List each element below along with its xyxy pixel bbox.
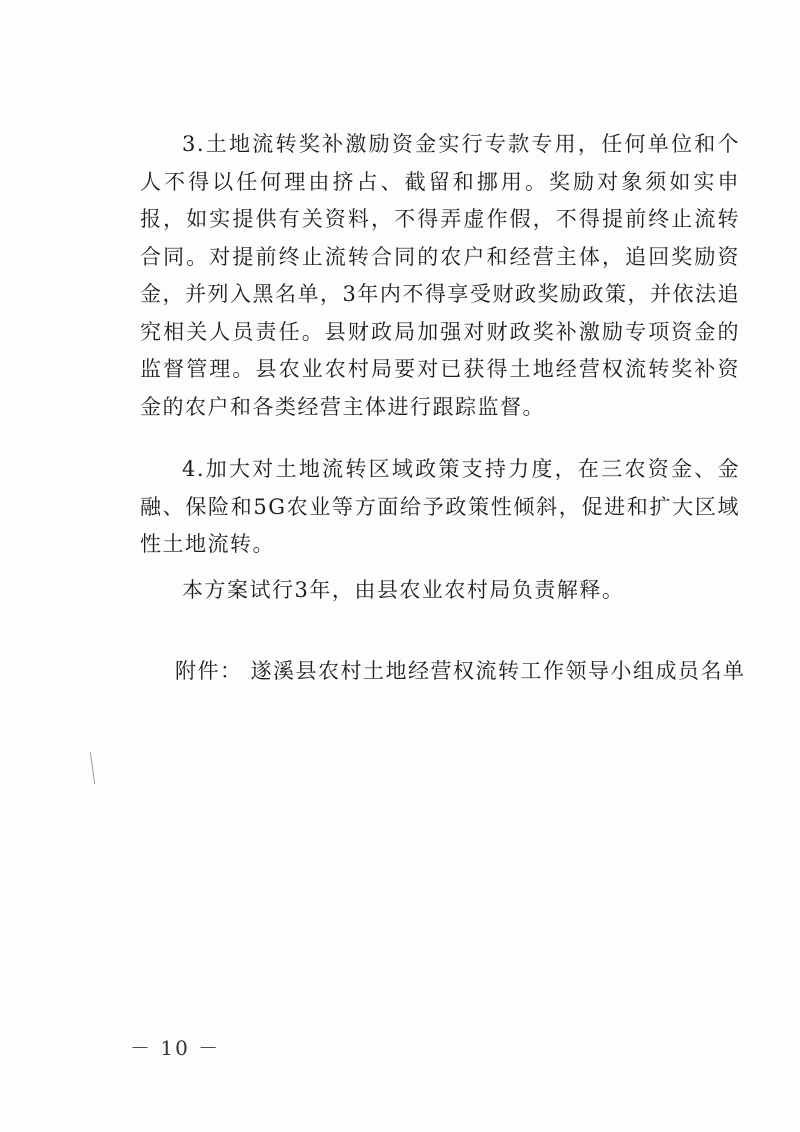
page-number: － 10 －: [130, 1036, 221, 1060]
paragraph-policy-support: 4.加大对土地流转区域政策支持力度，在三农资金、金融、保险和5G农业等方面给予政策性倾斜，促进和扩大区域性土地流转。: [140, 457, 740, 556]
attachment-line: [175, 653, 746, 691]
paragraph-trial-period: 本方案试行3年，由县农业农村局负责解释。: [182, 578, 625, 602]
scan-mark: [90, 752, 95, 784]
attachment-title: 遂溪县农村土地经营权流转工作领导小组成员名单: [250, 659, 746, 683]
attachment-label: 附件：: [175, 659, 243, 683]
paragraph-fund-usage: 3.土地流转奖补激励资金实行专款专用，任何单位和个人不得以任何理由挤占、截留和挪用。奖励对象须如实申报，如实提供有关资料，不得弄虚作假，不得提前终止流转合同。对提前终止流转合同的农户和经营主体，追回奖励资金，并列入黑名单，3年内不得享受财政奖励政策，并依法追究相关人员责任。县财政局加强对财政奖补激励专项资金的监督管理。县农业农村局要对已获得土地经营权流转奖补资金的农户和各类经营主体进行跟踪监督。: [140, 132, 740, 419]
